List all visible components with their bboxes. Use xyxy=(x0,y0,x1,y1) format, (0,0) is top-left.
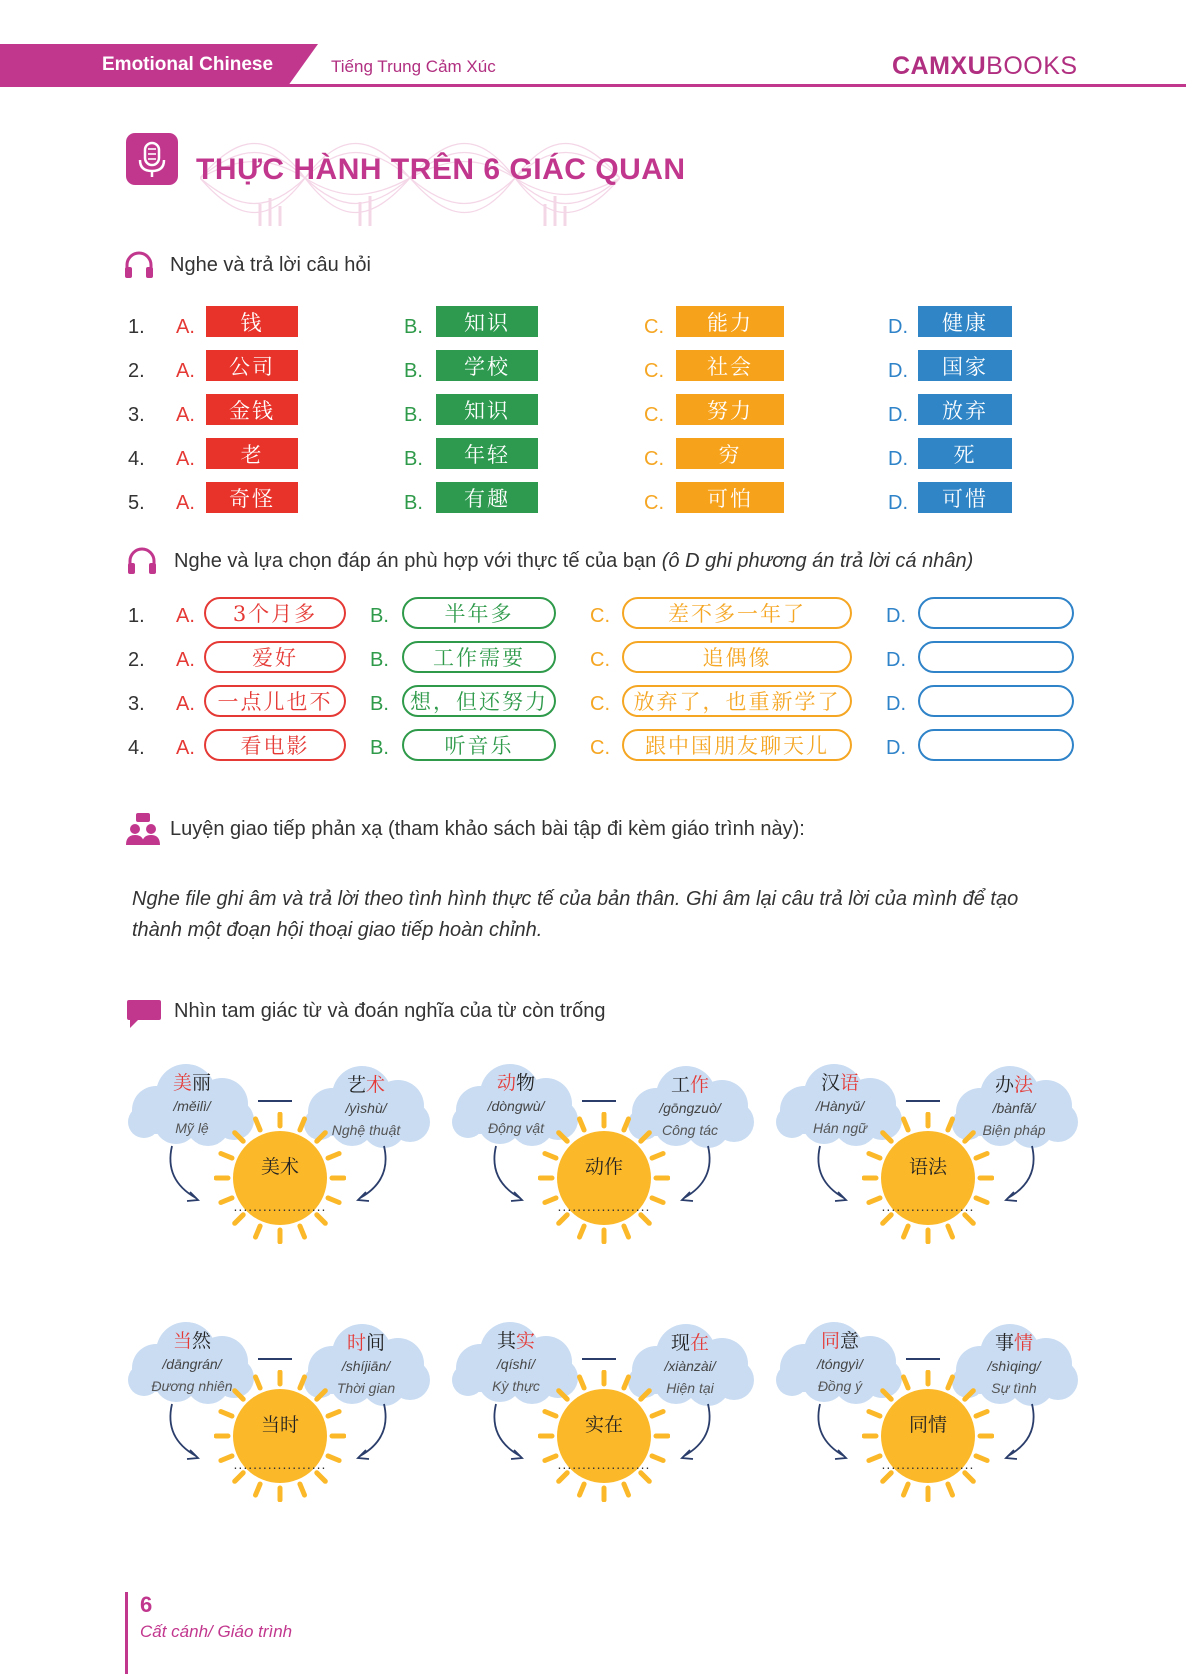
arrow-left-icon xyxy=(810,1144,854,1206)
question-number: 2. xyxy=(128,649,145,671)
right-word xyxy=(630,1070,750,1097)
question-number: 1. xyxy=(128,316,145,338)
question-number: 2. xyxy=(128,360,145,382)
option-letter-c: C. xyxy=(590,693,610,715)
connector-line xyxy=(906,1358,940,1360)
left-meaning: Hán ngữ xyxy=(812,1120,868,1136)
footer-text: Cất cánh/ Giáo trình xyxy=(140,1622,293,1641)
answer-option-c[interactable]: 跟中国朋友聊天儿 xyxy=(622,729,852,761)
center-word: 动作 xyxy=(584,1156,623,1178)
answer-option-c[interactable]: 追偶像 xyxy=(622,641,852,673)
left-pinyin: /dāngrán/ xyxy=(162,1356,222,1372)
word-char: 现 xyxy=(670,1332,690,1354)
word-char: 办 xyxy=(994,1074,1014,1096)
right-meaning: Sự tình xyxy=(991,1380,1037,1396)
right-meaning: Thời gian xyxy=(336,1380,396,1396)
answer-option-c[interactable]: 社会 xyxy=(676,350,784,381)
answer-option-c[interactable]: 穷 xyxy=(676,438,784,469)
section-title: THỰC HÀNH TRÊN 6 GIÁC QUAN xyxy=(196,153,686,186)
word-char: 然 xyxy=(192,1330,212,1352)
option-letter-a: A. xyxy=(176,492,195,514)
left-meaning: Mỹ lệ xyxy=(175,1120,209,1136)
left-pinyin: /qíshí/ xyxy=(496,1356,536,1372)
arrow-left-icon xyxy=(162,1402,206,1464)
microphone-icon xyxy=(126,133,178,185)
arrow-left-icon xyxy=(810,1402,854,1464)
option-letter-d: D. xyxy=(886,649,906,671)
header-line xyxy=(0,84,1186,87)
answer-option-b[interactable]: 听音乐 xyxy=(402,729,556,761)
right-word xyxy=(306,1070,426,1097)
footer-bar xyxy=(125,1592,128,1674)
header-title: Emotional Chinese xyxy=(102,54,274,75)
right-pinyin: /bànfǎ/ xyxy=(992,1100,1036,1116)
answer-option-d[interactable]: 可惜 xyxy=(918,482,1012,513)
option-letter-c: C. xyxy=(644,360,664,382)
word-char: 作 xyxy=(690,1074,710,1096)
right-meaning: Biện pháp xyxy=(982,1122,1046,1138)
page-number: 6 xyxy=(140,1592,153,1617)
answer-blank[interactable]: ................... xyxy=(557,1198,651,1214)
right-pinyin: /shíjiān/ xyxy=(341,1358,391,1374)
word-char: 法 xyxy=(1014,1074,1034,1096)
option-letter-a: A. xyxy=(176,693,195,715)
option-letter-d: D. xyxy=(888,360,908,382)
answer-option-b[interactable]: 知识 xyxy=(436,306,538,337)
personal-answer-field[interactable] xyxy=(918,685,1074,717)
question-number: 1. xyxy=(128,605,145,627)
answer-option-b[interactable]: 有趣 xyxy=(436,482,538,513)
answer-option-b[interactable]: 半年多 xyxy=(402,597,556,629)
connector-line xyxy=(258,1358,292,1360)
headphones-icon xyxy=(126,546,158,576)
arrow-right-icon xyxy=(998,1144,1042,1206)
right-word xyxy=(306,1328,426,1355)
left-word xyxy=(456,1068,576,1095)
center-word: 同情 xyxy=(908,1414,947,1436)
answer-blank[interactable]: ................... xyxy=(557,1456,651,1472)
word-char: 在 xyxy=(690,1332,710,1354)
arrow-left-icon xyxy=(486,1402,530,1464)
right-word xyxy=(954,1328,1074,1355)
arrow-right-icon xyxy=(674,1144,718,1206)
answer-blank[interactable]: ................... xyxy=(881,1456,975,1472)
left-word xyxy=(780,1068,900,1095)
arrow-left-icon xyxy=(486,1144,530,1206)
answer-option-c[interactable]: 放弃了，也重新学了 xyxy=(622,685,852,717)
right-meaning: Hiện tại xyxy=(666,1380,714,1396)
answer-option-d[interactable]: 健康 xyxy=(918,306,1012,337)
practice-instruction: Luyện giao tiếp phản xạ (tham khảo sách bài tập đi kèm giáo trình này): xyxy=(170,818,805,840)
word-char: 汉 xyxy=(820,1072,840,1094)
option-letter-b: B. xyxy=(404,404,423,426)
center-word: 美术 xyxy=(260,1156,299,1178)
option-letter-b: B. xyxy=(370,737,389,759)
arrow-right-icon xyxy=(674,1402,718,1464)
arrow-left-icon xyxy=(162,1144,206,1206)
word-char: 间 xyxy=(366,1332,386,1354)
option-letter-d: D. xyxy=(888,492,908,514)
center-word: 语法 xyxy=(908,1156,947,1178)
word-char: 当 xyxy=(172,1330,192,1352)
word-char: 丽 xyxy=(192,1072,212,1094)
word-char: 时 xyxy=(346,1332,366,1354)
word-char: 同 xyxy=(820,1330,840,1352)
right-meaning: Nghệ thuật xyxy=(331,1122,401,1138)
left-word xyxy=(132,1326,252,1353)
word-char: 物 xyxy=(516,1072,536,1094)
center-word: 当时 xyxy=(260,1414,299,1436)
arrow-right-icon xyxy=(350,1402,394,1464)
option-letter-a: A. xyxy=(176,448,195,470)
left-meaning: Kỳ thực xyxy=(492,1378,540,1394)
option-letter-d: D. xyxy=(888,316,908,338)
question-number: 3. xyxy=(128,693,145,715)
center-word: 实在 xyxy=(584,1414,623,1436)
answer-blank[interactable]: ................... xyxy=(881,1198,975,1214)
option-letter-b: B. xyxy=(404,492,423,514)
right-pinyin: /shìqing/ xyxy=(987,1358,1041,1374)
listen-question-instruction: Nghe và trả lời câu hỏi xyxy=(170,254,371,276)
left-pinyin: /měilì/ xyxy=(173,1098,211,1114)
option-letter-d: D. xyxy=(886,737,906,759)
right-word xyxy=(954,1070,1074,1097)
personal-answer-field[interactable] xyxy=(918,597,1074,629)
option-letter-b: B. xyxy=(404,316,423,338)
connector-line xyxy=(582,1358,616,1360)
question-number: 3. xyxy=(128,404,145,426)
left-word xyxy=(780,1326,900,1353)
answer-option-a[interactable]: 爱好 xyxy=(204,641,346,673)
header-subtitle: Tiếng Trung Cảm Xúc xyxy=(331,57,496,76)
left-pinyin: /tóngyì/ xyxy=(817,1356,863,1372)
word-char: 意 xyxy=(840,1330,860,1352)
left-meaning: Đương nhiên xyxy=(151,1378,233,1394)
word-char: 美 xyxy=(172,1072,192,1094)
left-meaning: Động vật xyxy=(487,1120,545,1136)
option-letter-c: C. xyxy=(590,737,610,759)
option-letter-d: D. xyxy=(886,605,906,627)
word-char: 艺 xyxy=(346,1074,366,1096)
arrow-right-icon xyxy=(350,1144,394,1206)
option-letter-b: B. xyxy=(370,605,389,627)
option-letter-a: A. xyxy=(176,404,195,426)
word-char: 情 xyxy=(1014,1332,1034,1354)
answer-option-b[interactable]: 学校 xyxy=(436,350,538,381)
personal-answer-field[interactable] xyxy=(918,641,1074,673)
personal-answer-field[interactable] xyxy=(918,729,1074,761)
option-letter-c: C. xyxy=(590,605,610,627)
option-letter-d: D. xyxy=(886,693,906,715)
answer-option-a[interactable]: 老 xyxy=(206,438,298,469)
option-letter-c: C. xyxy=(590,649,610,671)
word-char: 其 xyxy=(496,1330,516,1352)
question-number: 5. xyxy=(128,492,145,514)
answer-option-a[interactable]: 一点儿也不 xyxy=(204,685,346,717)
answer-option-a[interactable]: 钱 xyxy=(206,306,298,337)
answer-option-d[interactable]: 死 xyxy=(918,438,1012,469)
option-letter-a: A. xyxy=(176,316,195,338)
answer-option-b[interactable]: 年轻 xyxy=(436,438,538,469)
answer-option-b[interactable]: 想，但还努力 xyxy=(402,685,556,717)
headphones-icon xyxy=(123,250,155,280)
option-letter-c: C. xyxy=(644,492,664,514)
option-letter-b: B. xyxy=(404,360,423,382)
answer-option-d[interactable]: 放弃 xyxy=(918,394,1012,425)
word-char: 动 xyxy=(496,1072,516,1094)
people-chat-icon xyxy=(126,813,160,845)
answer-option-a[interactable]: 看电影 xyxy=(204,729,346,761)
answer-option-c[interactable]: 能力 xyxy=(676,306,784,337)
left-meaning: Đồng ý xyxy=(817,1378,863,1394)
answer-option-a[interactable]: 3个月多 xyxy=(204,597,346,629)
option-letter-c: C. xyxy=(644,404,664,426)
question-number: 4. xyxy=(128,737,145,759)
word-char: 事 xyxy=(994,1332,1014,1354)
arrow-right-icon xyxy=(998,1402,1042,1464)
option-letter-b: B. xyxy=(370,649,389,671)
left-pinyin: /Hànyǔ/ xyxy=(815,1098,865,1114)
right-pinyin: /yìshù/ xyxy=(345,1100,387,1116)
option-letter-a: A. xyxy=(176,737,195,759)
right-meaning: Công tác xyxy=(661,1122,719,1138)
connector-line xyxy=(258,1100,292,1102)
brand-logo: CAMXUBOOKS xyxy=(892,52,1078,80)
listen-choose-instruction: Nghe và lựa chọn đáp án phù hợp với thực tế của bạn (ô D ghi phương án trả lời cá nhân) xyxy=(174,550,974,572)
answer-option-a[interactable]: 公司 xyxy=(206,350,298,381)
answer-option-b[interactable]: 知识 xyxy=(436,394,538,425)
right-word xyxy=(630,1328,750,1355)
option-letter-a: A. xyxy=(176,605,195,627)
left-word xyxy=(132,1068,252,1095)
answer-option-c[interactable]: 可怕 xyxy=(676,482,784,513)
left-word xyxy=(456,1326,576,1353)
option-letter-d: D. xyxy=(888,404,908,426)
answer-option-c[interactable]: 努力 xyxy=(676,394,784,425)
answer-blank[interactable]: ................... xyxy=(233,1198,327,1214)
word-char: 实 xyxy=(516,1330,536,1352)
right-pinyin: /gōngzuò/ xyxy=(659,1100,721,1116)
option-letter-a: A. xyxy=(176,649,195,671)
word-char: 术 xyxy=(366,1074,386,1096)
answer-option-a[interactable]: 奇怪 xyxy=(206,482,298,513)
question-number: 4. xyxy=(128,448,145,470)
option-letter-d: D. xyxy=(888,448,908,470)
answer-blank[interactable]: ................... xyxy=(233,1456,327,1472)
right-pinyin: /xiànzài/ xyxy=(664,1358,716,1374)
option-letter-a: A. xyxy=(176,360,195,382)
connector-line xyxy=(906,1100,940,1102)
option-letter-c: C. xyxy=(644,316,664,338)
practice-paragraph: Nghe file ghi âm và trả lời theo tình hình thực tế của bản thân. Ghi âm lại câu trả lời của mình để tạo thành một đoạn hội thoại giao tiếp hoàn chỉnh. xyxy=(132,888,1019,941)
triangle-instruction: Nhìn tam giác từ và đoán nghĩa của từ còn trống xyxy=(174,1000,606,1022)
answer-option-b[interactable]: 工作需要 xyxy=(402,641,556,673)
option-letter-c: C. xyxy=(644,448,664,470)
option-letter-b: B. xyxy=(370,693,389,715)
connector-line xyxy=(582,1100,616,1102)
answer-option-d[interactable]: 国家 xyxy=(918,350,1012,381)
word-char: 语 xyxy=(840,1072,860,1094)
speech-bubble-icon xyxy=(126,998,162,1030)
answer-option-a[interactable]: 金钱 xyxy=(206,394,298,425)
answer-option-c[interactable]: 差不多一年了 xyxy=(622,597,852,629)
option-letter-b: B. xyxy=(404,448,423,470)
left-pinyin: /dòngwù/ xyxy=(487,1098,545,1114)
word-char: 工 xyxy=(670,1074,690,1096)
